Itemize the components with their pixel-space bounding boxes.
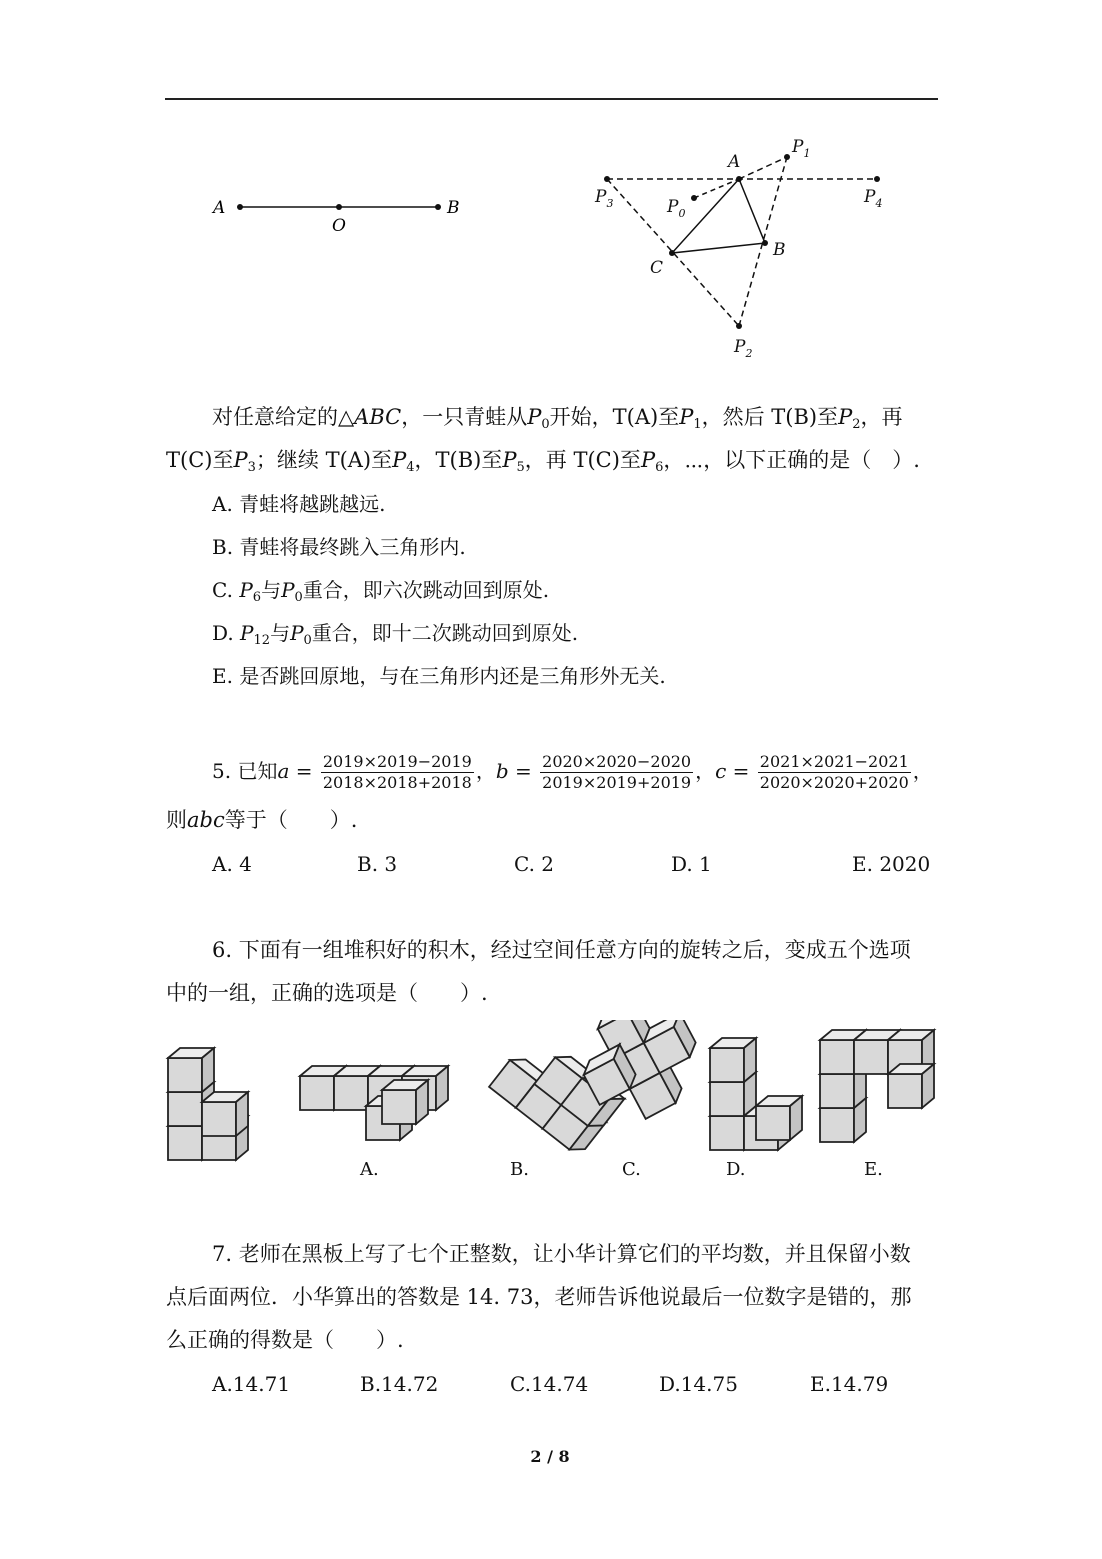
segment-figure (200, 185, 480, 245)
block-label-d: D. (726, 1159, 746, 1180)
segment-label-a: A (213, 198, 226, 218)
triangle-figure (580, 130, 910, 370)
q4-option-c: C. $P_6$与$P_0$重合，即六次跳动回到原处. (212, 578, 550, 605)
q7-line1: 7. 老师在黑板上写了七个正整数，让小华计算它们的平均数，并且保留小数 (212, 1242, 911, 1266)
segment-label-b: B (447, 198, 460, 218)
q7-line2: 点后面两位．小华算出的答数是 14. 73，老师告诉他说最后一位数字是错的，那 (166, 1285, 912, 1309)
header-rule (165, 98, 938, 100)
original-block-stack (168, 1048, 248, 1160)
block-option-e (820, 1030, 934, 1142)
q5-line1: 5. 已知a = $\frac{2019\times 2019-2019}{2018\times 2018+2018}$ ，b = $\frac{2020\times 2020-2020}{2019\times 2019+2019}$ ，c = $\frac{2021\times 2021-2021}{2020\times 2020+2020}$ ， (212, 752, 933, 792)
segment-label-o: O (332, 216, 346, 236)
block-label-b: B. (510, 1159, 529, 1180)
tri-label-a: A (728, 152, 741, 172)
q5-option-d: D. 1 (671, 852, 712, 876)
q4-option-a: A. 青蛙将越跳越远. (212, 492, 386, 516)
q7-option-e: E.14.79 (810, 1372, 889, 1396)
q6-line1: 6. 下面有一组堆积好的积木，经过空间任意方向的旋转之后，变成五个选项 (212, 938, 911, 962)
q7-option-d: D.14.75 (659, 1372, 738, 1396)
q5-option-a: A. 4 (212, 852, 252, 876)
tri-label-p1: $P_1$ (792, 137, 811, 160)
tri-label-b: B (773, 240, 786, 260)
q7-option-c: C.14.74 (510, 1372, 589, 1396)
q5-frac-b: $\frac{2020\times 2020-2020}{2019\times 2019+2019}$ (542, 752, 692, 792)
block-option-d (710, 1038, 802, 1150)
q5-option-e: E. 2020 (852, 852, 931, 876)
cube-figures (160, 1020, 950, 1190)
q7-option-a: A.14.71 (212, 1372, 291, 1396)
tri-label-p0: $P_0$ (667, 197, 686, 220)
q5-frac-c: $\frac{2021\times 2021-2021}{2020\times 2020+2020}$ (759, 752, 909, 792)
block-label-c: C. (622, 1159, 641, 1180)
tri-label-c: C (650, 258, 664, 278)
q4-option-b: B. 青蛙将最终跳入三角形内. (212, 535, 466, 559)
q4-option-d: D. $P_{12}$与$P_0$重合，即十二次跳动回到原处. (212, 621, 579, 648)
tri-label-p3: $P_3$ (595, 187, 614, 210)
tri-label-p4: $P_4$ (864, 187, 883, 210)
q6-line2: 中的一组，正确的选项是（ ）. (166, 981, 488, 1005)
q5-option-b: B. 3 (357, 852, 398, 876)
q7-line3: 么正确的得数是（ ）. (166, 1328, 404, 1352)
q4-line1: 对任意给定的△ABC，一只青蛙从$P_0$开始，T(A)至$P_1$，然后 T(B)至$P_2$，再 (212, 405, 903, 432)
tri-label-p2: $P_2$ (734, 337, 753, 360)
block-label-a: A. (360, 1159, 379, 1180)
q7-option-b: B.14.72 (360, 1372, 439, 1396)
block-label-e: E. (864, 1159, 883, 1180)
block-option-a (300, 1066, 448, 1140)
q5-frac-a: $\frac{2019\times 2019-2019}{2018\times 2018+2018}$ (322, 752, 472, 792)
q4-option-e: E. 是否跳回原地，与在三角形内还是三角形外无关. (212, 664, 666, 688)
q5-option-c: C. 2 (514, 852, 555, 876)
q5-line2: 则abc等于（ ）. (166, 808, 358, 832)
page-number: 2 / 8 (530, 1447, 570, 1466)
q4-line2: T(C)至$P_3$；继续 T(A)至$P_4$，T(B)至$P_5$，再 T(C)至$P_6$，⋯，以下正确的是（ ）. (166, 448, 920, 475)
